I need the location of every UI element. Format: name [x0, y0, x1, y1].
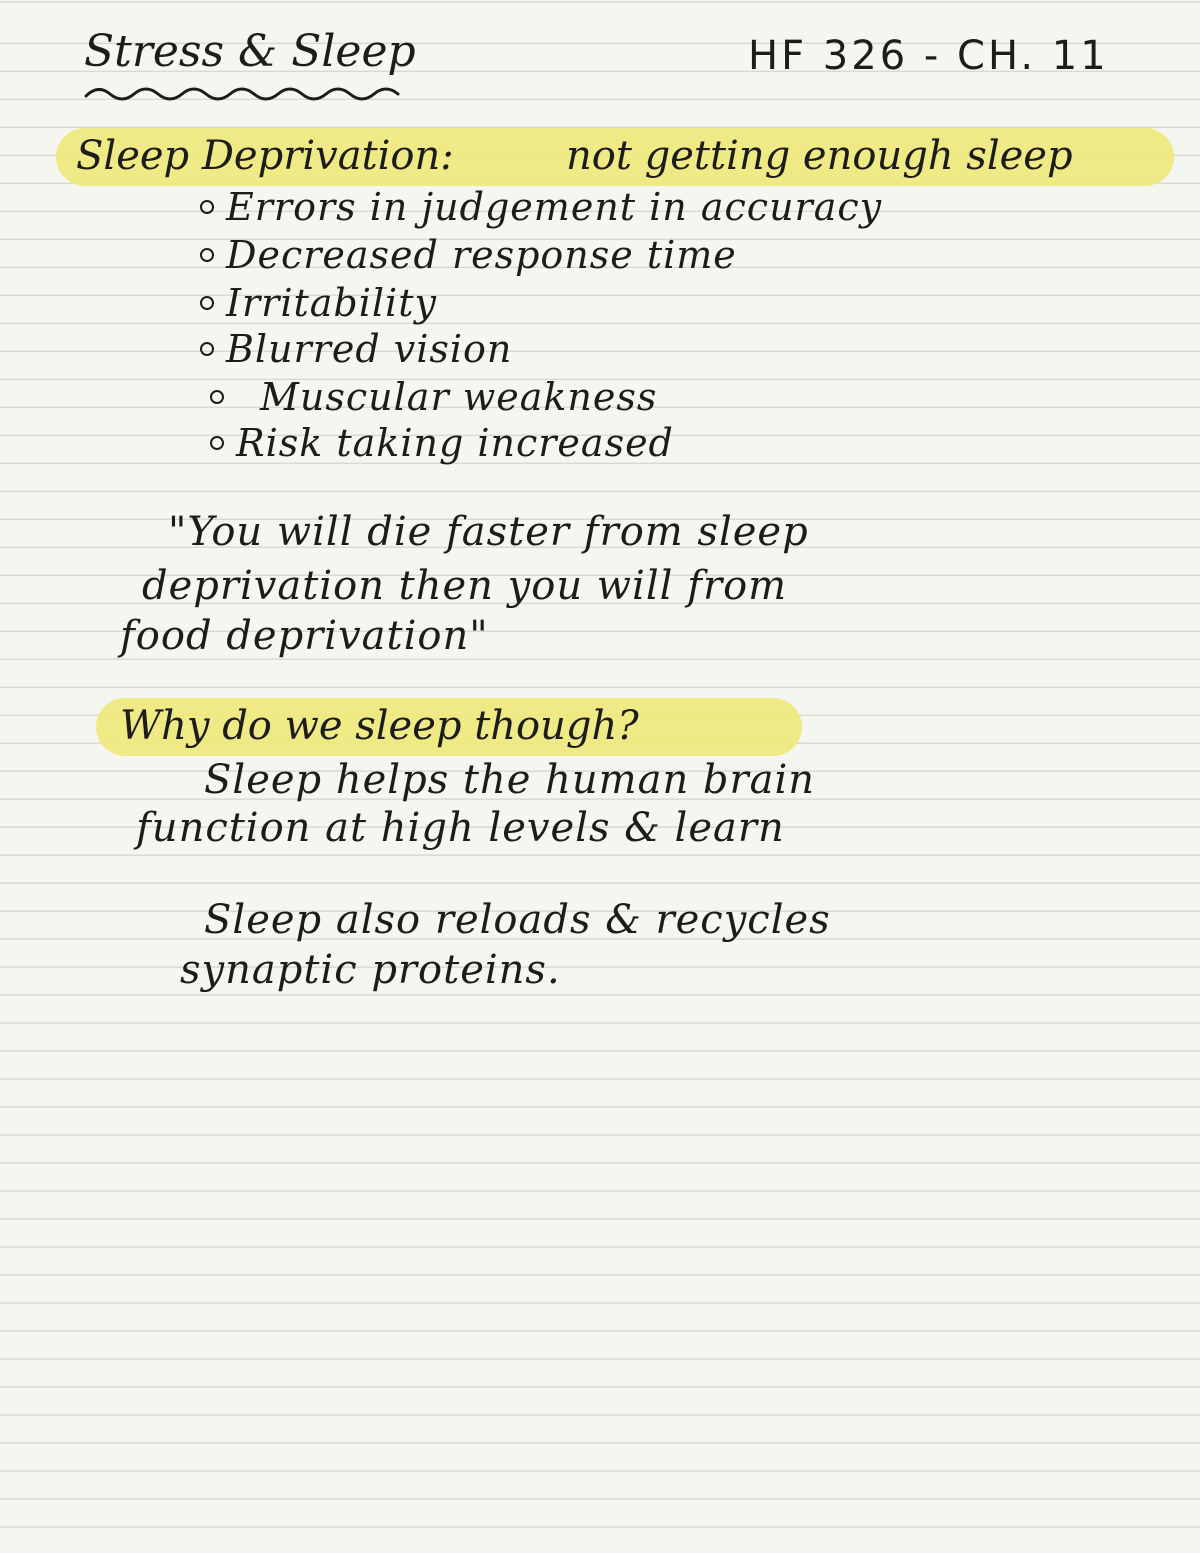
list-item: Risk taking increased — [210, 424, 674, 462]
bullet-icon — [200, 296, 214, 310]
list-item: Blurred vision — [200, 330, 512, 368]
list-item: Irritability — [200, 284, 437, 322]
quote-line: "You will die faster from sleep — [168, 509, 809, 555]
list-item: Muscular weakness — [210, 378, 657, 416]
paragraph-line: Sleep helps the human brain — [204, 757, 816, 803]
quote-line: deprivation then you will from — [142, 563, 788, 609]
section-heading-why-sleep: Why do we sleep though? — [120, 703, 639, 749]
definition-text: not getting enough sleep — [566, 133, 1073, 179]
bullet-icon — [210, 436, 224, 450]
title-underline-squiggle — [84, 82, 414, 106]
paragraph-line: function at high levels & learn — [136, 805, 785, 851]
list-item: Errors in judgement in accuracy — [200, 188, 882, 226]
paragraph-line: synaptic proteins. — [180, 947, 561, 993]
page-title: Stress & Sleep — [84, 26, 416, 77]
paragraph-line: Sleep also reloads & recycles — [204, 897, 831, 943]
bullet-icon — [200, 342, 214, 356]
bullet-icon — [210, 390, 224, 404]
bullet-icon — [200, 200, 214, 214]
quote-line: food deprivation" — [120, 613, 489, 659]
section-heading-sleep-deprivation: Sleep Deprivation: — [76, 133, 454, 179]
bullet-icon — [200, 248, 214, 262]
course-code: HF 326 - CH. 11 — [748, 33, 1109, 79]
list-item: Decreased response time — [200, 236, 737, 274]
